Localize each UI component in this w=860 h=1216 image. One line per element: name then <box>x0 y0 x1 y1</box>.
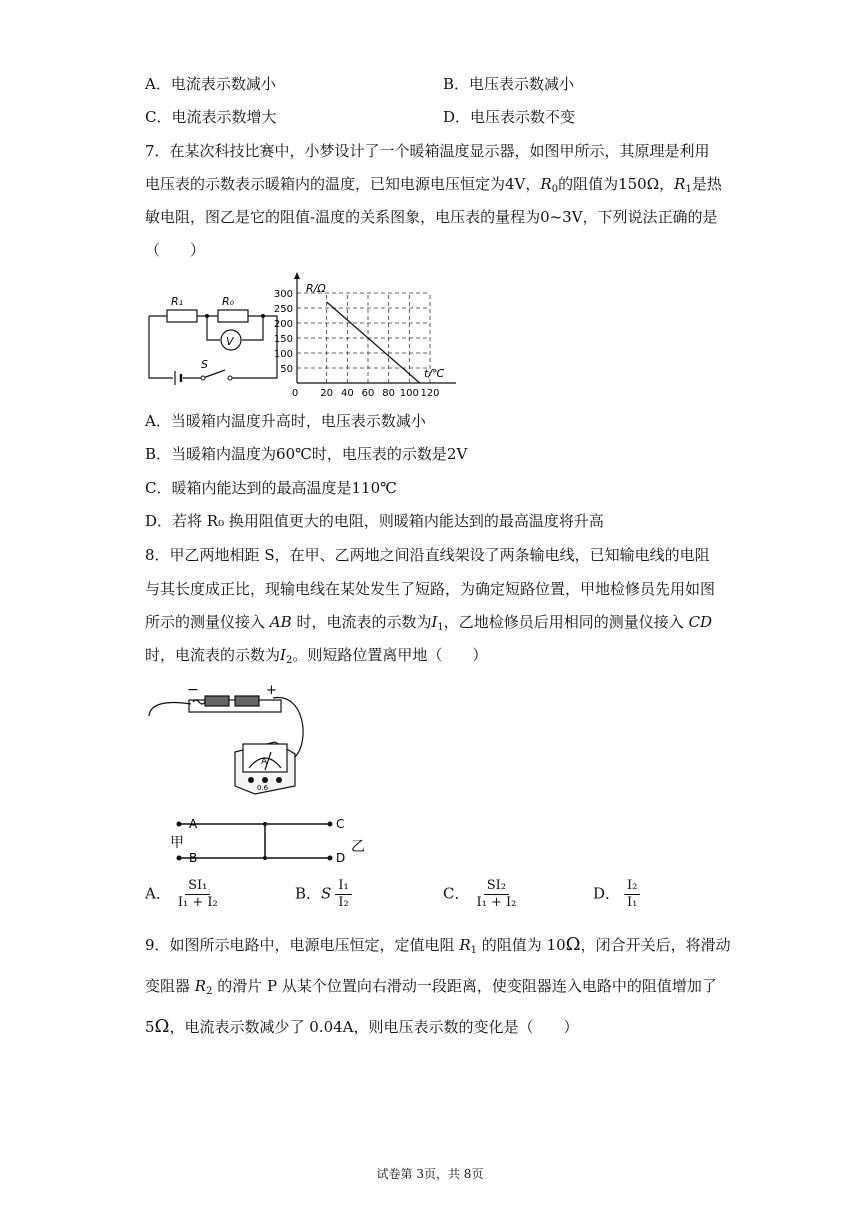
numerator: SI₂ <box>484 878 509 895</box>
subscript: 1 <box>470 945 478 956</box>
voltmeter-label: V <box>226 335 234 348</box>
y-tick-label: 250 <box>273 304 293 315</box>
fraction <box>624 878 640 911</box>
battery-plus: + <box>266 683 277 698</box>
stem-text: 电压表的示数表示暖箱内的温度，已知电源电压恒定为4V， <box>145 175 541 193</box>
y-axis-arrow <box>294 272 300 279</box>
x-axis-label: t/℃ <box>424 367 445 380</box>
q7-blank <box>145 240 205 260</box>
q9-stem-line3 <box>145 1017 579 1037</box>
stem-text: 5 <box>145 1018 155 1036</box>
ammeter-terminal <box>262 777 268 783</box>
q7-resistance-temperature-graph <box>270 270 460 398</box>
question-number: 9． <box>145 936 170 954</box>
stem-text: 。则短路位置离甲地（ ） <box>292 646 488 664</box>
label-r0: R₀ <box>222 295 235 308</box>
stem-text: ，电流表示数减少了 0.04A，则电压表示数的变化是（ ） <box>169 1018 579 1036</box>
q7-circuit-diagram <box>145 292 280 388</box>
label-r1: R₁ <box>171 295 184 308</box>
option-letter: C． <box>443 884 470 903</box>
ohm-symbol: Ω <box>565 934 581 955</box>
stem-text: 时，电流表的示数为 <box>296 613 432 631</box>
stem-text: 甲乙两地相距 S，在甲、乙两地之间沿直线架设了两条输电线，已知输电线的电阻 <box>169 546 710 564</box>
subscript: 1 <box>685 184 692 195</box>
numerator: SI₁ <box>185 878 210 895</box>
option-text: 当暖箱内温度为60℃时，电压表的示数是2V <box>171 445 468 463</box>
option-text: 若将 R₀ 换用阻值更大的电阻，则暖箱内能达到的最高温度将升高 <box>172 512 604 530</box>
x-tick-label: 40 <box>340 388 354 398</box>
ammeter-terminal <box>276 777 282 783</box>
lead-wire-left <box>149 703 191 717</box>
subscript: 0 <box>551 184 559 195</box>
y-tick-label: 150 <box>273 334 293 345</box>
ammeter-label: A <box>261 757 268 767</box>
label-jia: 甲 <box>170 835 184 851</box>
fraction <box>473 878 519 911</box>
stem-text: 如图所示电路中，电源电压恒定，定值电阻 <box>169 936 455 954</box>
x-tick-label: 20 <box>320 388 334 398</box>
option-letter: C． <box>145 108 172 126</box>
q7-stem-line2 <box>145 174 722 200</box>
label-b: B <box>189 851 198 865</box>
symbol-i1: I <box>431 613 438 631</box>
denominator: I₁ + I₂ <box>476 895 517 910</box>
stem-text: 时，电流表的示数为 <box>145 646 281 664</box>
option-text: 电流表示数减小 <box>170 75 276 93</box>
q6-option-a <box>145 73 276 94</box>
y-tick-label: 100 <box>273 349 293 360</box>
q8-stem-line1 <box>145 545 710 565</box>
symbol-s: S <box>321 884 332 903</box>
stem-text: 是热 <box>691 175 722 193</box>
stem-text: 的阻值为 10 <box>481 936 566 954</box>
stem-text: 敏电阻，图乙是它的阻值-温度的关系图象，电压表的量程为0~3V，下列说法正确的是 <box>145 208 718 226</box>
ohm-symbol: Ω <box>154 1016 170 1037</box>
battery-cell <box>235 696 259 706</box>
node-a <box>177 822 182 827</box>
stem-text: 变阻器 <box>145 977 191 995</box>
option-text: 当暖箱内温度升高时，电压表示数减小 <box>170 412 426 430</box>
q9-stem-line1 <box>145 935 731 961</box>
option-letter: B． <box>295 884 322 903</box>
q9-stem-line2 <box>145 976 717 1002</box>
q8-option-d <box>593 878 640 911</box>
transmission-lines <box>179 824 330 858</box>
symbol-r: R <box>540 175 552 193</box>
battery-cell <box>205 696 229 706</box>
stem-text: 的阻值为150Ω， <box>558 175 675 193</box>
fraction <box>175 878 221 911</box>
q6-option-b <box>443 73 574 94</box>
option-letter: A． <box>145 884 171 903</box>
denominator: I₁ <box>627 895 638 910</box>
x-tick-label: 120 <box>420 388 440 398</box>
q8-option-a <box>145 878 221 911</box>
denominator: I₁ + I₂ <box>177 895 218 910</box>
stem-text: 的滑片 P 从某个位置向右滑动一段距离，使变阻器连入电路中的阻值增加了 <box>217 977 717 995</box>
switch-label: S <box>201 358 208 371</box>
node-c <box>328 822 333 827</box>
y-tick-label: 200 <box>273 319 293 330</box>
subscript: 2 <box>206 986 213 997</box>
x-tick-label: 0 <box>291 388 299 398</box>
x-tick-label: 60 <box>361 388 375 398</box>
denominator: I₂ <box>338 895 349 910</box>
q7-option-a <box>145 411 426 431</box>
subscript: 2 <box>285 655 293 666</box>
stem-text: 所示的测量仪接入 <box>145 613 266 631</box>
battery-minus: − <box>187 682 199 698</box>
option-letter: C． <box>145 479 172 497</box>
option-letter: D． <box>443 108 471 126</box>
option-text: 暖箱内能达到的最高温度是110℃ <box>171 479 397 497</box>
q8-stem-line3 <box>145 612 712 638</box>
ammeter-scale-label: 0.6 <box>257 784 269 792</box>
answer-blank: （ ） <box>145 241 206 259</box>
label-yi: 乙 <box>351 839 365 855</box>
q7-stem-line1 <box>145 141 710 161</box>
stem-text: 与其长度成正比，现输电线在某处发生了短路，为确定短路位置，甲地检修员先用如图 <box>145 580 716 598</box>
label-c: C <box>336 817 345 831</box>
stem-text: ，闭合开关后，将滑动 <box>580 936 731 954</box>
symbol-r1: R <box>459 936 471 954</box>
q6-option-c <box>145 106 277 127</box>
q8-stem-line4 <box>145 645 487 671</box>
numerator: I₁ <box>335 878 351 895</box>
y-axis-label: R/Ω <box>306 282 326 295</box>
chart-grid <box>297 293 430 383</box>
ammeter-terminal <box>248 777 254 783</box>
option-letter: A． <box>145 412 171 430</box>
page-footer: 试卷第 3页，共 8页 <box>376 1167 484 1181</box>
subscript: 1 <box>437 622 444 633</box>
node-d <box>328 856 333 861</box>
fraction <box>335 878 351 911</box>
stem-text: 在某次科技比赛中，小梦设计了一个暖箱温度显示器，如图甲所示，其原理是利用 <box>169 142 710 160</box>
option-letter: B． <box>145 445 172 463</box>
series-line <box>327 302 420 383</box>
node-b <box>177 856 182 861</box>
symbol-i2: I <box>280 646 286 664</box>
q8-option-b <box>295 878 352 911</box>
q7-stem-line3 <box>145 207 718 227</box>
q8-stem-line2 <box>145 579 715 599</box>
label-d: D <box>336 851 346 865</box>
option-text: 电压表示数不变 <box>470 108 576 126</box>
x-tick-label: 80 <box>382 388 396 398</box>
q7-option-b <box>145 444 467 464</box>
short-junction <box>263 856 267 860</box>
y-tick-label: 300 <box>273 289 293 300</box>
option-letter: D． <box>145 512 173 530</box>
option-text: 电流表示数增大 <box>171 108 277 126</box>
stem-text: ，乙地检修员后用相同的测量仪接入 <box>443 613 684 631</box>
q7-option-d <box>145 511 604 531</box>
x-tick-label: 100 <box>399 388 419 398</box>
symbol-cd: CD <box>688 613 713 631</box>
q7-option-c <box>145 478 397 498</box>
option-text: 电压表示数减小 <box>469 75 575 93</box>
q8-option-c <box>443 878 519 911</box>
option-letter: D． <box>593 884 621 903</box>
symbol-r2: R <box>194 977 207 995</box>
question-number: 8． <box>145 546 170 564</box>
symbol-r: R <box>674 175 686 193</box>
option-letter: A． <box>145 75 171 93</box>
numerator: I₂ <box>624 878 640 895</box>
symbol-ab: AB <box>269 613 292 631</box>
short-junction <box>263 822 267 826</box>
question-number: 7． <box>145 142 170 160</box>
q6-option-d <box>443 106 575 127</box>
option-letter: B． <box>443 75 470 93</box>
y-tick-label: 50 <box>280 364 293 375</box>
q8-measuring-device-figure <box>145 682 385 872</box>
label-a: A <box>189 817 198 831</box>
